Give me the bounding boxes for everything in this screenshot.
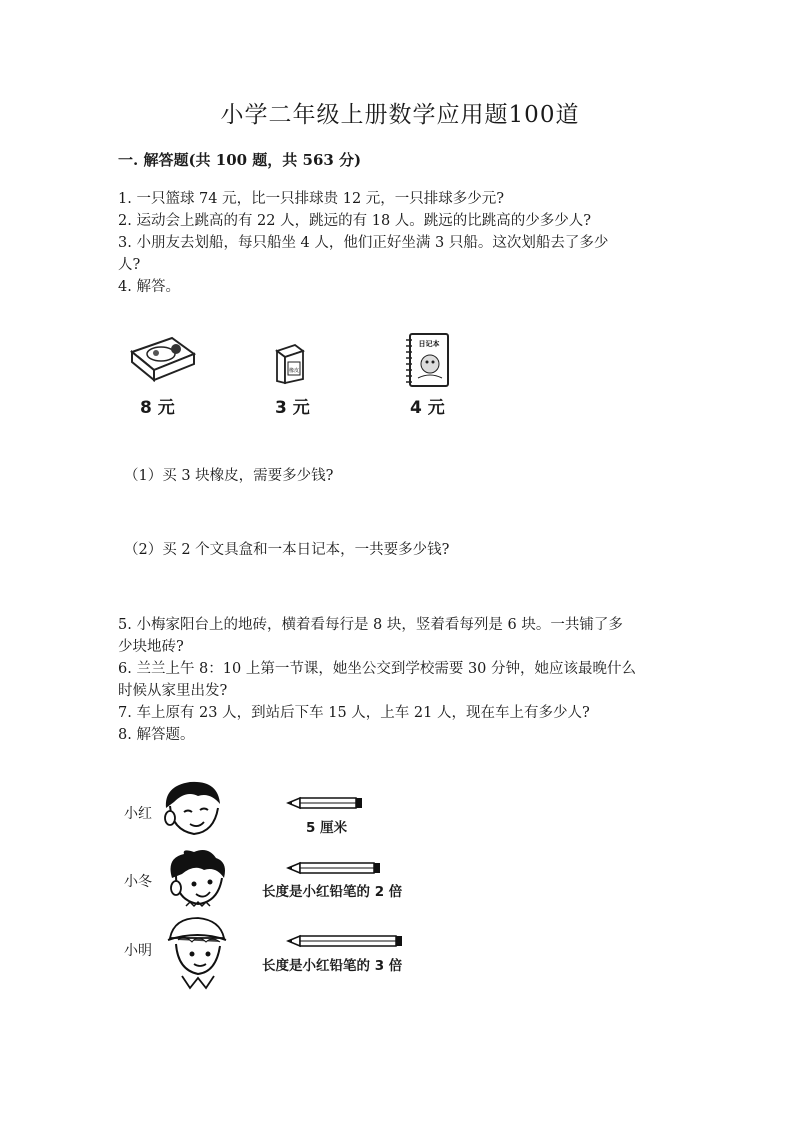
diary-image: [404, 330, 452, 388]
question-6-line-1: 6. 兰兰上午 8：10 上第一节课，她坐公交到学校需要 30 分钟，她应该最晚什么: [118, 661, 637, 677]
question-5-line-2: 少块地砖?: [118, 639, 184, 655]
question-3-line-1: 3. 小朋友去划船，每只船坐 4 人，他们正好坐满 3 只船。这次划船去了多少: [118, 235, 609, 251]
pencil-box-image: [128, 332, 198, 384]
kid-name-xiaoming: 小明: [124, 943, 152, 959]
boy-face-xiaoming-image: [164, 914, 230, 992]
boy-face-xiaodong-image: [164, 848, 230, 910]
question-2: 2. 运动会上跳高的有 22 人，跳远的有 18 人。跳远的比跳高的少多少人?: [118, 213, 592, 229]
question-6-line-2: 时候从家里出发?: [118, 683, 228, 699]
question-5-line-1: 5. 小梅家阳台上的地砖，横着看每行是 8 块，竖着看每列是 6 块。一共铺了多: [118, 617, 623, 633]
question-4-part-1: （1）买 3 块橡皮，需要多少钱?: [124, 468, 334, 484]
eraser-image: [273, 343, 307, 385]
section-heading: 一. 解答题(共 100 题，共 563 分): [118, 151, 362, 169]
pencil-caption-2: 长度是小红铅笔的 2 倍: [262, 884, 403, 900]
question-4: 4. 解答。: [118, 279, 180, 295]
pencil-xiaodong-image: [286, 861, 382, 875]
kid-name-xiaodong: 小冬: [124, 874, 152, 890]
question-3-line-2: 人?: [118, 257, 141, 273]
question-8: 8. 解答题。: [118, 727, 195, 743]
page-title: 小学二年级上册数学应用题100道: [220, 102, 580, 128]
diary-label: 日记本: [418, 340, 440, 348]
kid-name-xiaohong: 小红: [124, 806, 152, 822]
question-7: 7. 车上原有 23 人，到站后下车 15 人，上车 21 人，现在车上有多少人?: [118, 705, 590, 721]
pencil-box-price: 8 元: [140, 398, 175, 418]
eraser-label: 橡皮: [288, 368, 300, 374]
question-4-part-2: （2）买 2 个文具盒和一本日记本，一共要多少钱?: [124, 542, 450, 558]
boy-face-xiaohong-image: [160, 778, 226, 840]
pencil-xiaoming-image: [286, 934, 404, 948]
question-1: 1. 一只篮球 74 元，比一只排球贵 12 元，一只排球多少元?: [118, 191, 505, 207]
diary-price: 4 元: [410, 398, 445, 418]
pencil-caption-1: 5 厘米: [306, 820, 348, 836]
eraser-price: 3 元: [275, 398, 310, 418]
pencil-xiaohong-image: [286, 796, 364, 810]
pencil-caption-3: 长度是小红铅笔的 3 倍: [262, 958, 403, 974]
